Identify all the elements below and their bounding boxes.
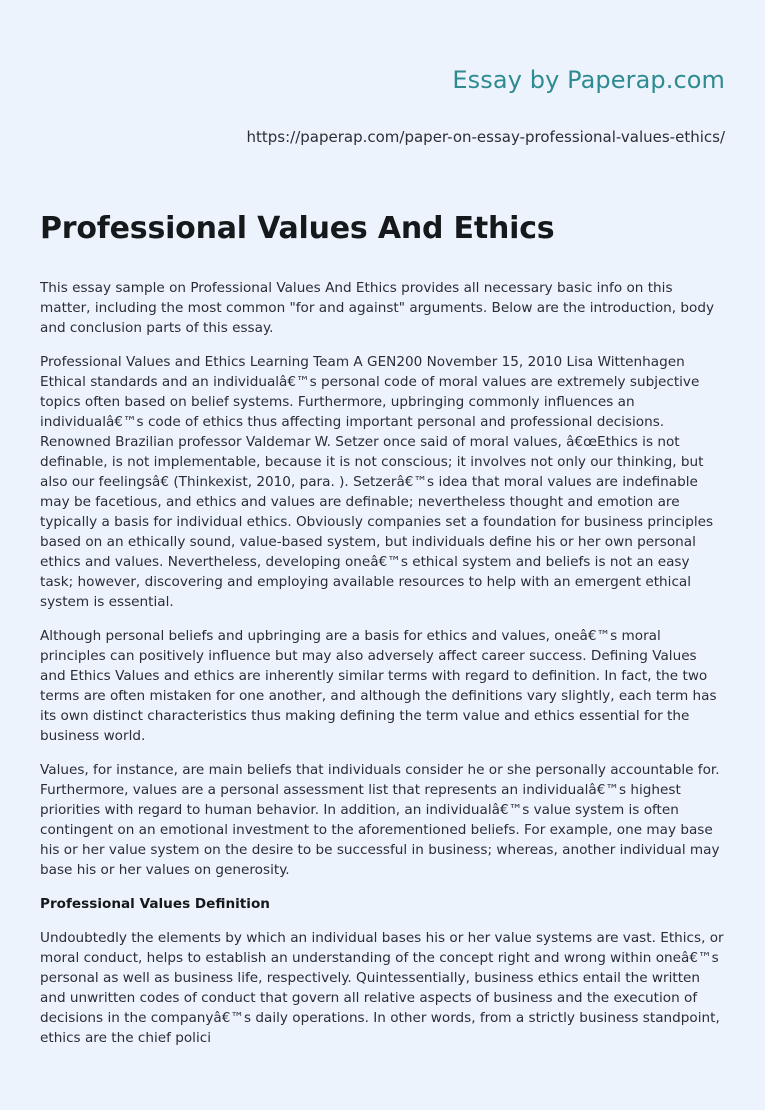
page-title: Professional Values And Ethics <box>40 211 555 246</box>
paragraph-3: Values, for instance, are main beliefs that individuals consider he or she personally accountable for. Furthermore, values are a personal assessment list that represents an individualâ€™s highest priorities with regard to human behavior. In addition, an individualâ€™s value system is often contingent on an emotional investment to the aforementioned beliefs. For example, one may base his or her value system on the desire to be successful in business; whereas, another individual may base his or her values on generosity. <box>40 762 720 878</box>
source-url-link[interactable]: https://paperap.com/paper-on-essay-professional-values-ethics/ <box>246 128 725 146</box>
paragraph-4: Undoubtedly the elements by which an individual bases his or her value systems are vast. Ethics, or moral conduct, helps to establish an understanding of the concept right and wrong within oneâ€™s personal as well as business life, respectively. Quintessentially, business ethics entail the written and unwritten codes of conduct that govern all relative aspects of business and the execution of decisions in the companyâ€™s daily operations. In other words, from a strictly business standpoint, ethics are the chief polici <box>40 930 724 1046</box>
paragraph-1: Professional Values and Ethics Learning Team A GEN200 November 15, 2010 Lisa Wittenhagen Ethical standards and an individualâ€™s personal code of moral values are extremely subjective topics often based on belief systems. Furthermore, upbringing commonly influences an individualâ€™s code of ethics thus affecting important personal and professional decisions. Renowned Brazilian professor Valdemar W. Setzer once said of moral values, â€œEthics is not definable, is not implementable, because it is not conscious; it involves not only our thinking, but also our feelingsâ€ (Thinkexist, 2010, para. ). Setzerâ€™s idea that moral values are indefinable may be facetious, and ethics and values are definable; nevertheless thought and emotion are typically a basis for individual ethics. Obviously companies set a foundation for business principles based on an ethically sound, value-based system, but individuals define his or her own personal ethics and values. Nevertheless, developing oneâ€™s ethical system and beliefs is not an easy task; however, discovering and employing available resources to help with an emergent ethical system is essential. <box>40 354 714 610</box>
site-brand[interactable]: Essay by Paperap.com <box>452 66 725 94</box>
paragraph-2: Although personal beliefs and upbringing are a basis for ethics and values, oneâ€™s moral principles can positively influence but may also adversely affect career success. Defining Values and Ethics Values and ethics are inherently similar terms with regard to definition. In fact, the two terms are often mistaken for one another, and although the definitions vary slightly, each term has its own distinct characteristics thus making defining the term value and ethics essential for the business world. <box>40 628 717 744</box>
essay-body <box>40 278 726 1062</box>
paragraph-intro: This essay sample on Professional Values And Ethics provides all necessary basic info on this matter, including the most common "for and against" arguments. Below are the introduction, body and conclusion parts of this essay. <box>40 280 715 336</box>
section-subheading: Professional Values Definition <box>40 896 270 912</box>
